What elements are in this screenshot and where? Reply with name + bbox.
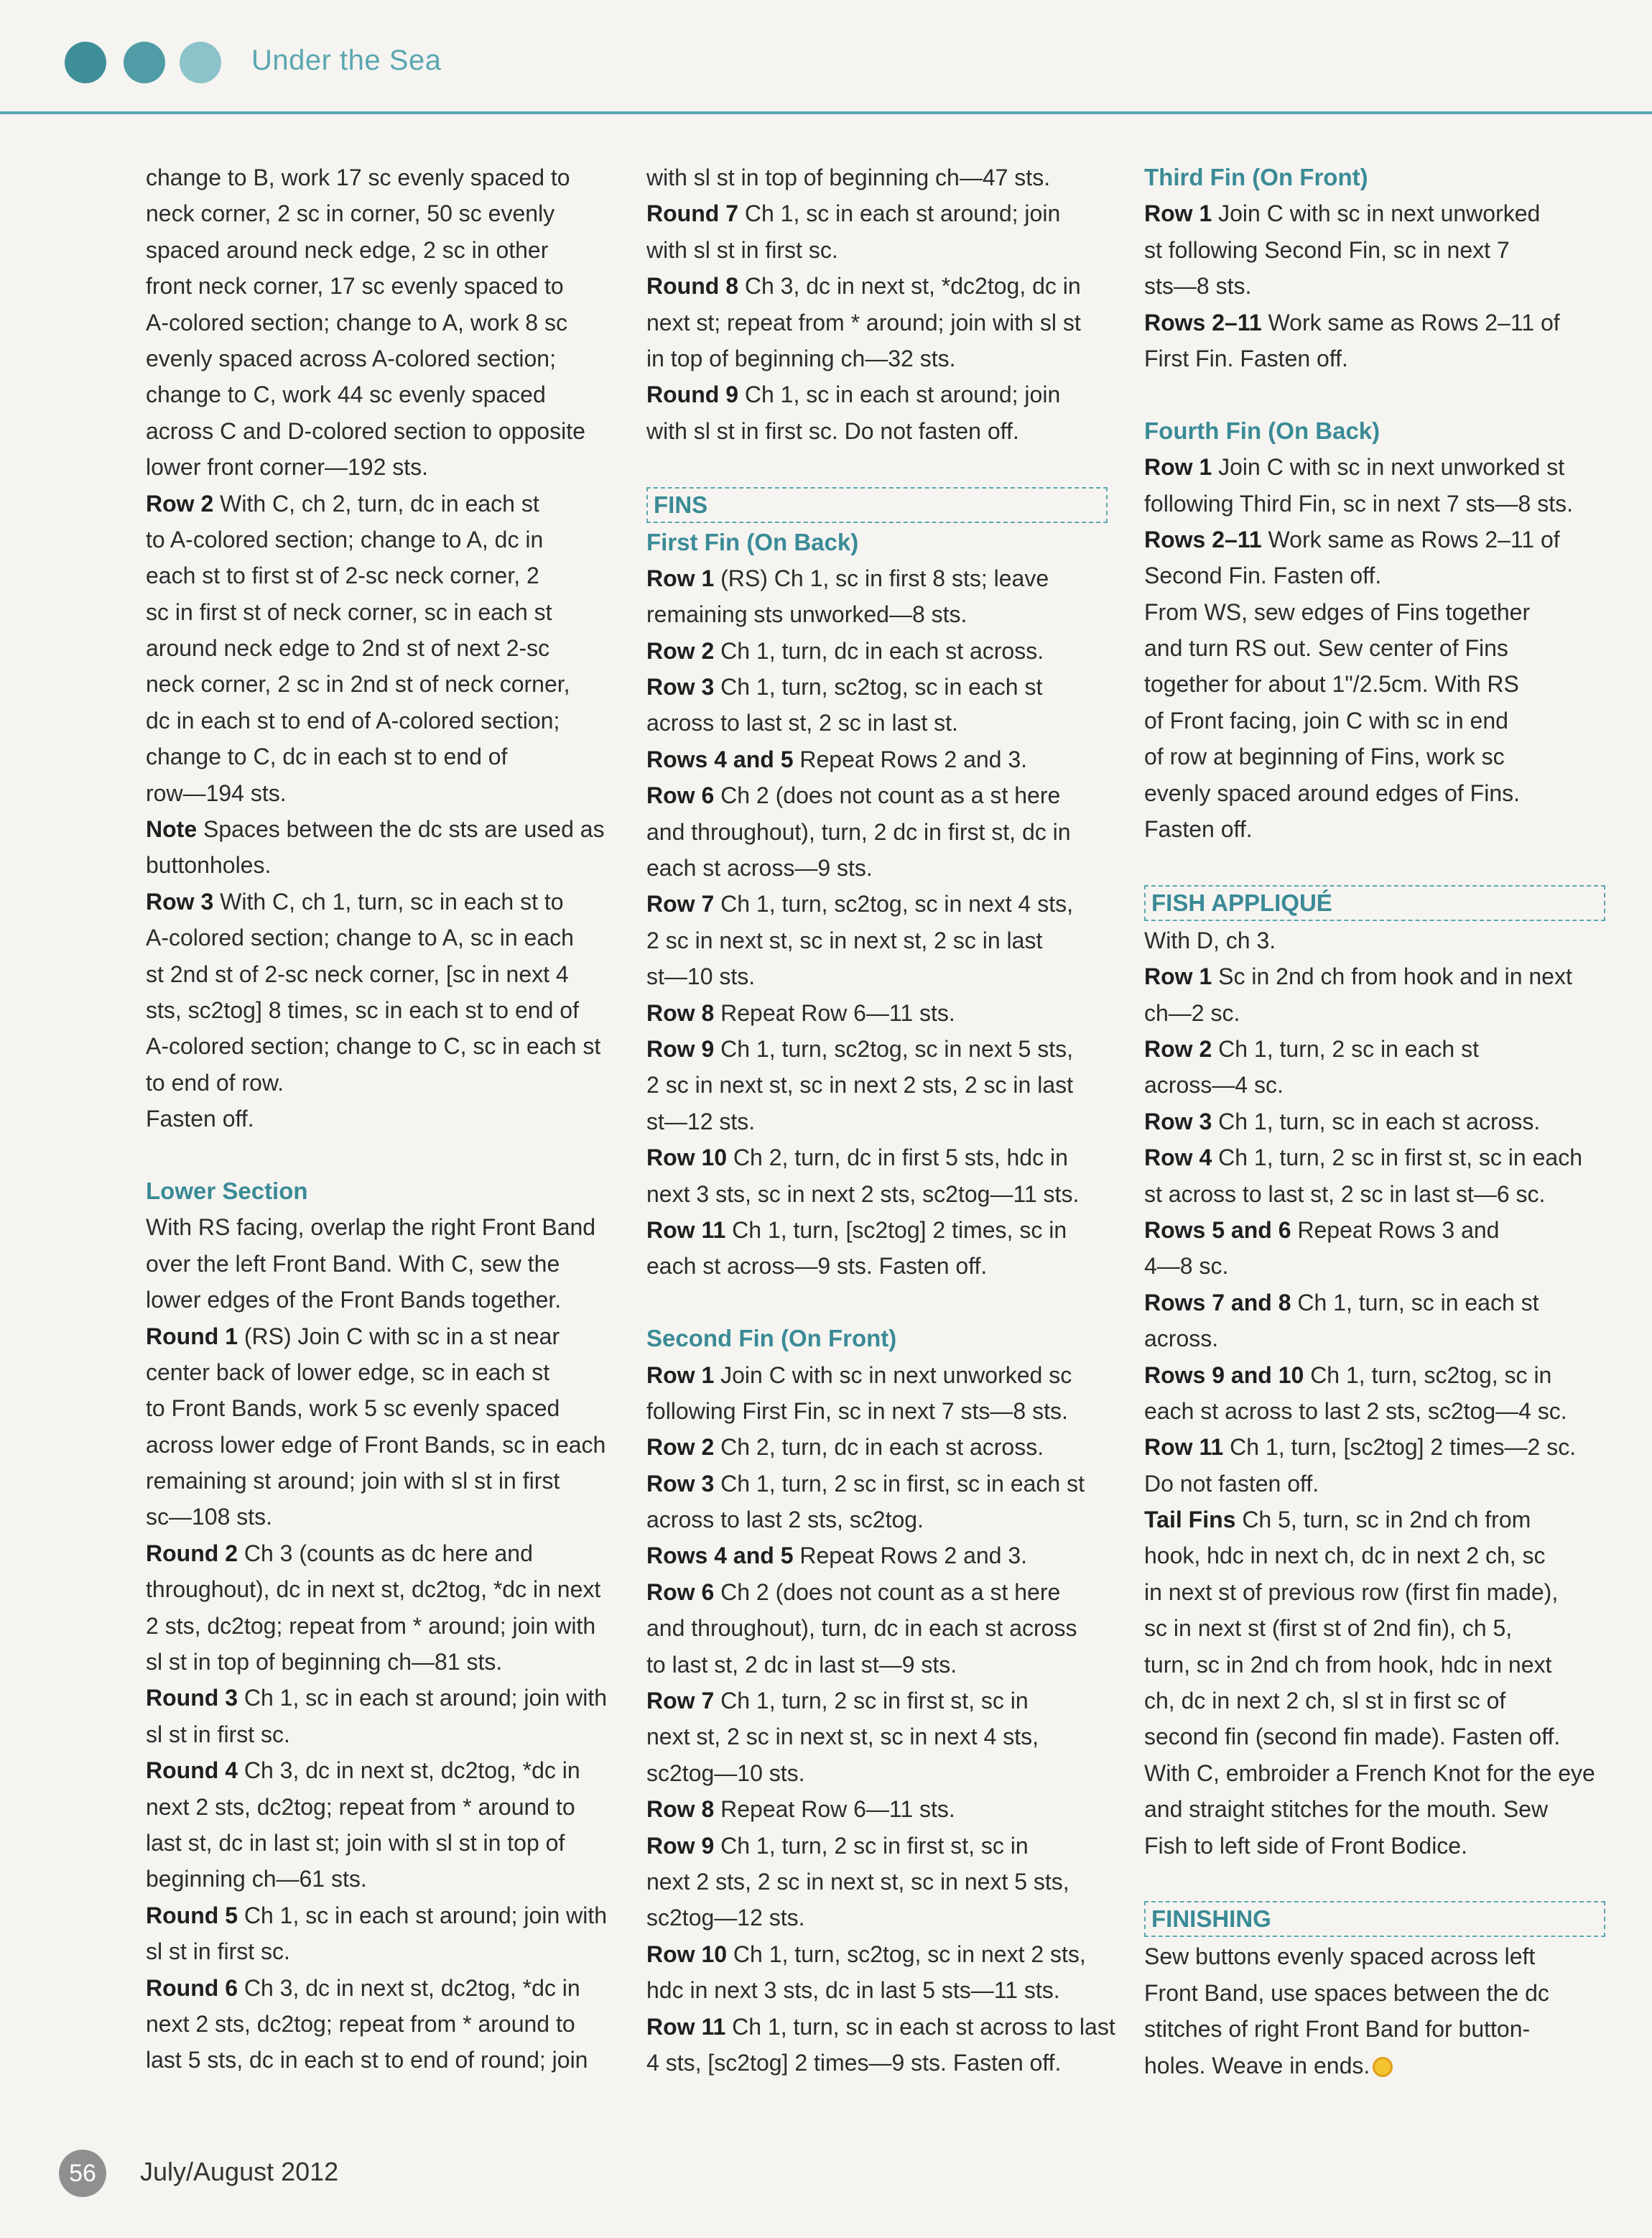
instruction-line: to A-colored section; change to A, dc in	[146, 526, 544, 552]
instruction-line: Row 9 Ch 1, turn, 2 sc in first st, sc in	[646, 1832, 1029, 1859]
instruction-line: lower edges of the Front Bands together.	[146, 1287, 562, 1313]
instruction-line: with sl st in first sc. Do not fasten off.	[646, 417, 1019, 444]
instruction-line: Rows 4 and 5 Repeat Rows 2 and 3.	[646, 1543, 1028, 1569]
instruction-line: Row 1 Join C with sc in next unworked	[1144, 200, 1541, 227]
instruction-line: to end of row.	[146, 1069, 284, 1096]
instruction-line: last st, dc in last st; join with sl st in top of	[146, 1829, 565, 1856]
instruction-line: last 5 sts, dc in each st to end of round; join	[146, 2047, 588, 2073]
page-number: 56	[59, 2150, 106, 2197]
instruction-line: sl st in top of beginning ch—81 sts.	[146, 1649, 503, 1675]
instruction-line: Round 9 Ch 1, sc in each st around; join	[646, 382, 1061, 408]
instruction-line: Rows 9 and 10 Ch 1, turn, sc2tog, sc in	[1144, 1361, 1552, 1388]
decor-dot-icon	[180, 42, 221, 83]
step-label: Tail Fins	[1144, 1507, 1236, 1533]
header-rule	[0, 111, 1652, 114]
column-1	[146, 159, 613, 2079]
instruction-line: sc2tog—12 sts.	[646, 1905, 805, 1931]
instruction-line: Rows 2–11 Work same as Rows 2–11 of	[1144, 309, 1560, 336]
instruction-line: row—194 sts.	[146, 780, 287, 806]
instruction-line: across—4 sc.	[1144, 1072, 1284, 1099]
instruction-line: and throughout), turn, dc in each st across	[646, 1615, 1077, 1642]
step-label: Round 9	[646, 382, 738, 408]
instruction-line: Row 1 (RS) Ch 1, sc in first 8 sts; leave	[646, 565, 1049, 591]
instruction-line: A-colored section; change to A, sc in each	[146, 925, 574, 951]
instruction-line: next 2 sts, dc2tog; repeat from * around to	[146, 2010, 575, 2037]
instruction-line: turn, sc in 2nd ch from hook, hdc in next	[1144, 1651, 1552, 1678]
instruction-line: dc in each st to end of A-colored section;	[146, 707, 560, 734]
spacer	[1144, 376, 1611, 412]
step-label: Round 1	[146, 1323, 238, 1349]
instruction-line: Fish to left side of Front Bodice.	[1144, 1832, 1467, 1859]
section-box-heading: FISH APPLIQUÉ	[1144, 885, 1605, 921]
instruction-line: change to C, dc in each st to end of	[146, 744, 508, 770]
spacer	[146, 1137, 613, 1173]
spacer	[1144, 1864, 1611, 1900]
instruction-line: next st; repeat from * around; join with sl st	[646, 309, 1081, 336]
instruction-line: Row 1 Sc in 2nd ch from hook and in next	[1144, 963, 1572, 990]
instruction-line: following Third Fin, sc in next 7 sts—8 sts.	[1144, 490, 1573, 517]
instruction-line: across to last 2 sts, sc2tog.	[646, 1507, 924, 1533]
instruction-line: Row 2 Ch 1, turn, dc in each st across.	[646, 637, 1044, 664]
section-box-heading: FINISHING	[1144, 1901, 1605, 1937]
instruction-line: Row 3 Ch 1, turn, 2 sc in first, sc in each st	[646, 1470, 1085, 1497]
step-label: Row 9	[646, 1035, 715, 1062]
instruction-line: across C and D-colored section to opposite	[146, 417, 585, 444]
step-label: Row 3	[646, 1470, 715, 1497]
instruction-line: next st, 2 sc in next st, sc in next 4 sts,	[646, 1724, 1039, 1750]
instruction-line: with sl st in top of beginning ch—47 sts.	[646, 165, 1051, 190]
instruction-line: sl st in first sc.	[146, 1721, 290, 1747]
instruction-line: Row 7 Ch 1, turn, sc2tog, sc in next 4 sts,	[646, 891, 1074, 917]
instruction-line: Row 8 Repeat Row 6—11 sts.	[646, 999, 955, 1026]
instruction-line: of Front facing, join C with sc in end	[1144, 707, 1508, 734]
subsection-heading: Lower Section	[146, 1177, 308, 1204]
instruction-line: across.	[1144, 1326, 1219, 1352]
step-label: Row 1	[1144, 963, 1212, 990]
instruction-line: hook, hdc in next ch, dc in next 2 ch, sc	[1144, 1543, 1546, 1569]
step-label: Row 2	[1144, 1035, 1212, 1062]
instruction-line: st across to last st, 2 sc in last st—6 sc.	[1144, 1180, 1546, 1207]
instruction-line: over the left Front Band. With C, sew the	[146, 1250, 560, 1277]
step-label: Row 1	[1144, 454, 1212, 481]
instruction-line: A-colored section; change to C, sc in each st	[146, 1033, 601, 1060]
instruction-line: Row 11 Ch 1, turn, [sc2tog] 2 times, sc in	[646, 1216, 1067, 1243]
step-label: Row 7	[646, 891, 715, 917]
instruction-line: sl st in first sc.	[146, 1938, 290, 1965]
instruction-line: spaced around neck edge, 2 sc in other	[146, 236, 549, 263]
instruction-line: Do not fasten off.	[1144, 1470, 1319, 1497]
step-label: Row 2	[646, 637, 715, 664]
step-label: Rows 4 and 5	[646, 1543, 794, 1569]
instruction-line: and throughout), turn, 2 dc in first st, dc in	[646, 818, 1071, 845]
instruction-line: st 2nd st of 2-sc neck corner, [sc in next 4	[146, 961, 569, 987]
instruction-line: Second Fin. Fasten off.	[1144, 563, 1382, 589]
instruction-line: ch, dc in next 2 ch, sl st in first sc of	[1144, 1688, 1506, 1714]
instruction-line: st following Second Fin, sc in next 7	[1144, 236, 1510, 263]
instruction-line: With D, ch 3.	[1144, 927, 1276, 953]
step-label: Row 11	[646, 1216, 726, 1243]
instruction-line: change to B, work 17 sc evenly spaced to	[146, 165, 570, 190]
instruction-line: Row 2 Ch 2, turn, dc in each st across.	[646, 1434, 1044, 1461]
instruction-line: Rows 2–11 Work same as Rows 2–11 of	[1144, 526, 1560, 552]
instruction-line: in top of beginning ch—32 sts.	[646, 345, 956, 371]
subsection-heading: Third Fin (On Front)	[1144, 164, 1368, 190]
step-label: Row 1	[646, 1361, 715, 1388]
step-label: Row 7	[646, 1688, 715, 1714]
section-box-heading: FINS	[646, 487, 1108, 523]
step-label: Row 3	[146, 888, 214, 915]
spacer	[646, 449, 1113, 485]
instruction-line: across lower edge of Front Bands, sc in each	[146, 1431, 606, 1458]
instruction-line: 2 sc in next st, sc in next st, 2 sc in last	[646, 927, 1043, 953]
instruction-line: following First Fin, sc in next 7 sts—8 sts.	[646, 1397, 1068, 1424]
instruction-line: Round 1 (RS) Join C with sc in a st near	[146, 1323, 560, 1349]
instruction-line: buttonholes.	[146, 852, 272, 879]
instruction-line: With RS facing, overlap the right Front Band	[146, 1214, 596, 1241]
instruction-line: stitches of right Front Band for button-	[1144, 2016, 1531, 2043]
step-label: Rows 9 and 10	[1144, 1361, 1304, 1388]
instruction-line: Round 7 Ch 1, sc in each st around; join	[646, 200, 1061, 227]
step-label: Round 3	[146, 1685, 238, 1711]
instruction-line: Row 3 Ch 1, turn, sc2tog, sc in each st	[646, 674, 1043, 700]
instruction-line: of row at beginning of Fins, work sc	[1144, 744, 1505, 770]
instruction-line: with sl st in first sc.	[646, 236, 838, 263]
instruction-line: Row 3 With C, ch 1, turn, sc in each st to	[146, 888, 564, 915]
instruction-line: neck corner, 2 sc in corner, 50 sc evenly	[146, 200, 555, 227]
decor-dot-icon	[65, 42, 106, 83]
instruction-line: 2 sts, dc2tog; repeat from * around; join with	[146, 1612, 596, 1639]
instruction-line: Row 3 Ch 1, turn, sc in each st across.	[1144, 1108, 1541, 1134]
instruction-line: Sew buttons evenly spaced across left	[1144, 1943, 1536, 1970]
column-3	[1144, 159, 1611, 2084]
instruction-line: Round 2 Ch 3 (counts as dc here and	[146, 1540, 533, 1566]
instruction-line: change to C, work 44 sc evenly spaced	[146, 382, 546, 408]
instruction-line: Row 8 Repeat Row 6—11 sts.	[646, 1796, 955, 1823]
instruction-line: sts, sc2tog] 8 times, sc in each st to end of	[146, 997, 579, 1023]
instruction-line: 4—8 sc.	[1144, 1253, 1229, 1280]
step-label: Row 6	[646, 1578, 715, 1605]
instruction-line: st—10 sts.	[646, 963, 756, 990]
instruction-line: Fasten off.	[1144, 816, 1253, 843]
sun-icon	[1373, 2057, 1393, 2077]
step-label: Rows 4 and 5	[646, 746, 794, 772]
subsection-heading: Fourth Fin (On Back)	[1144, 417, 1380, 444]
instruction-line: center back of lower edge, sc in each st	[146, 1359, 550, 1385]
spacer	[1144, 847, 1611, 883]
instruction-line: st—12 sts.	[646, 1108, 756, 1134]
instruction-line: Round 8 Ch 3, dc in next st, *dc2tog, dc in	[646, 273, 1081, 300]
instruction-line: across to last st, 2 sc in last st.	[646, 710, 958, 736]
instruction-line: hdc in next 3 sts, dc in last 5 sts—11 sts.	[646, 1977, 1060, 2004]
instruction-line: Round 4 Ch 3, dc in next st, dc2tog, *dc in	[146, 1757, 580, 1784]
step-label: Row 11	[1144, 1434, 1224, 1461]
spacer	[646, 1285, 1113, 1321]
instruction-line: First Fin. Fasten off.	[1144, 345, 1348, 371]
instruction-line: and turn RS out. Sew center of Fins	[1144, 635, 1508, 662]
instruction-line: Row 2 Ch 1, turn, 2 sc in each st	[1144, 1035, 1479, 1062]
instruction-line: neck corner, 2 sc in 2nd st of neck corner,	[146, 671, 570, 698]
page-footer	[0, 2134, 1652, 2206]
column-2	[646, 159, 1113, 2081]
instruction-line: Front Band, use spaces between the dc	[1144, 1979, 1549, 2006]
instruction-line: With C, embroider a French Knot for the eye	[1144, 1760, 1595, 1786]
instruction-line: Row 2 With C, ch 2, turn, dc in each st	[146, 490, 539, 517]
instruction-line: lower front corner—192 sts.	[146, 454, 429, 481]
instruction-line: Row 10 Ch 1, turn, sc2tog, sc in next 2 sts,	[646, 1941, 1086, 1967]
instruction-line: each st across to last 2 sts, sc2tog—4 sc.	[1144, 1397, 1567, 1424]
instruction-line: evenly spaced across A-colored section;	[146, 345, 556, 371]
step-label: Row 2	[646, 1434, 715, 1461]
step-label: Round 6	[146, 1974, 238, 2001]
instruction-line: Row 6 Ch 2 (does not count as a st here	[646, 782, 1061, 809]
subsection-heading: Second Fin (On Front)	[646, 1325, 897, 1352]
step-label: Rows 5 and 6	[1144, 1216, 1291, 1243]
instruction-line: Row 7 Ch 1, turn, 2 sc in first st, sc in	[646, 1688, 1029, 1714]
instruction-line: From WS, sew edges of Fins together	[1144, 598, 1531, 625]
instruction-line: to last st, 2 dc in last st—9 sts.	[646, 1651, 957, 1678]
instruction-line: throughout), dc in next st, dc2tog, *dc in next	[146, 1576, 601, 1603]
instruction-line: next 3 sts, sc in next 2 sts, sc2tog—11 sts.	[646, 1180, 1080, 1207]
instruction-line: Row 6 Ch 2 (does not count as a st here	[646, 1578, 1061, 1605]
step-label: Round 8	[646, 273, 738, 300]
instruction-line: each st across—9 sts. Fasten off.	[646, 1253, 988, 1280]
instruction-line: Rows 7 and 8 Ch 1, turn, sc in each st	[1144, 1289, 1539, 1315]
step-label: Row 1	[646, 565, 715, 591]
instruction-line: evenly spaced around edges of Fins.	[1144, 780, 1520, 806]
instruction-line: holes. Weave in ends.	[1144, 2048, 1611, 2084]
instruction-line: Fasten off.	[146, 1106, 254, 1132]
instruction-line: each st across—9 sts.	[646, 855, 873, 882]
subsection-heading: First Fin (On Back)	[646, 528, 859, 555]
instruction-line: sts—8 sts.	[1144, 273, 1252, 300]
step-label: Round 7	[646, 200, 738, 227]
step-label: Rows 2–11	[1144, 526, 1262, 552]
step-label: Row 6	[646, 782, 715, 809]
step-label: Row 3	[1144, 1108, 1212, 1134]
instruction-line: Row 11 Ch 1, turn, sc in each st across to last	[646, 2013, 1115, 2040]
step-label: Round 4	[146, 1757, 238, 1784]
section-title: Under the Sea	[251, 45, 442, 76]
instruction-line: each st to first st of 2-sc neck corner, 2	[146, 563, 539, 589]
step-label: Rows 2–11	[1144, 309, 1262, 336]
step-label: Row 10	[646, 1145, 728, 1171]
decor-dot-icon	[124, 42, 165, 83]
step-label: Note	[146, 816, 198, 843]
instruction-line: next 2 sts, 2 sc in next st, sc in next 5 sts,	[646, 1868, 1069, 1895]
instruction-line: 2 sc in next st, sc in next 2 sts, 2 sc in last	[646, 1072, 1074, 1099]
step-label: Row 2	[146, 490, 214, 517]
instruction-line: sc—108 sts.	[146, 1504, 273, 1530]
page-header	[0, 0, 1652, 115]
instruction-line: Round 5 Ch 1, sc in each st around; join with	[146, 1902, 608, 1928]
instruction-line: Note Spaces between the dc sts are used as	[146, 816, 605, 843]
step-label: Row 11	[646, 2013, 726, 2040]
instruction-line: front neck corner, 17 sc evenly spaced to	[146, 273, 564, 300]
step-label: Row 8	[646, 999, 715, 1026]
instruction-line: Round 6 Ch 3, dc in next st, dc2tog, *dc in	[146, 1974, 580, 2001]
step-label: Row 9	[646, 1832, 715, 1859]
instruction-line: Row 4 Ch 1, turn, 2 sc in first st, sc in each	[1144, 1145, 1582, 1171]
instruction-line: remaining st around; join with sl st in first	[146, 1468, 560, 1494]
step-label: Round 2	[146, 1540, 238, 1566]
instruction-line: Row 9 Ch 1, turn, sc2tog, sc in next 5 sts,	[646, 1035, 1074, 1062]
instruction-line: together for about 1"/2.5cm. With RS	[1144, 671, 1519, 698]
instruction-line: Row 1 Join C with sc in next unworked st	[1144, 454, 1565, 481]
step-label: Row 10	[646, 1941, 728, 1967]
instruction-line: ch—2 sc.	[1144, 999, 1240, 1026]
instruction-line: Row 11 Ch 1, turn, [sc2tog] 2 times—2 sc.	[1144, 1434, 1577, 1461]
instruction-line: Row 1 Join C with sc in next unworked sc	[646, 1361, 1072, 1388]
instruction-line: Rows 5 and 6 Repeat Rows 3 and	[1144, 1216, 1500, 1243]
instruction-line: beginning ch—61 sts.	[146, 1866, 367, 1892]
instruction-line: sc in next st (first st of 2nd fin), ch 5,	[1144, 1615, 1513, 1642]
instruction-line: to Front Bands, work 5 sc evenly spaced	[146, 1395, 560, 1422]
instruction-line: sc2tog—10 sts.	[646, 1760, 805, 1786]
step-label: Rows 7 and 8	[1144, 1289, 1291, 1315]
instruction-line: Rows 4 and 5 Repeat Rows 2 and 3.	[646, 746, 1028, 772]
step-label: Row 8	[646, 1796, 715, 1823]
step-label: Round 5	[146, 1902, 238, 1928]
instruction-line: sc in first st of neck corner, sc in each st	[146, 598, 552, 625]
instruction-line: in next st of previous row (first fin made),	[1144, 1578, 1559, 1605]
step-label: Row 1	[1144, 200, 1212, 227]
instruction-line: Tail Fins Ch 5, turn, sc in 2nd ch from	[1144, 1507, 1531, 1533]
instruction-line: and straight stitches for the mouth. Sew	[1144, 1796, 1549, 1823]
instruction-line: next 2 sts, dc2tog; repeat from * around to	[146, 1793, 575, 1820]
instruction-line: Row 10 Ch 2, turn, dc in first 5 sts, hdc in	[646, 1145, 1068, 1171]
step-label: Row 3	[646, 674, 715, 700]
step-label: Row 4	[1144, 1145, 1212, 1171]
instruction-line: second fin (second fin made). Fasten off.	[1144, 1724, 1561, 1750]
instruction-line: 4 sts, [sc2tog] 2 times—9 sts. Fasten off.	[646, 2049, 1062, 2076]
instruction-line: remaining sts unworked—8 sts.	[646, 601, 967, 628]
instruction-line: Round 3 Ch 1, sc in each st around; join with	[146, 1685, 608, 1711]
issue-date: July/August 2012	[140, 2157, 339, 2186]
instruction-line: A-colored section; change to A, work 8 sc	[146, 309, 567, 336]
instruction-line: around neck edge to 2nd st of next 2-sc	[146, 635, 550, 662]
